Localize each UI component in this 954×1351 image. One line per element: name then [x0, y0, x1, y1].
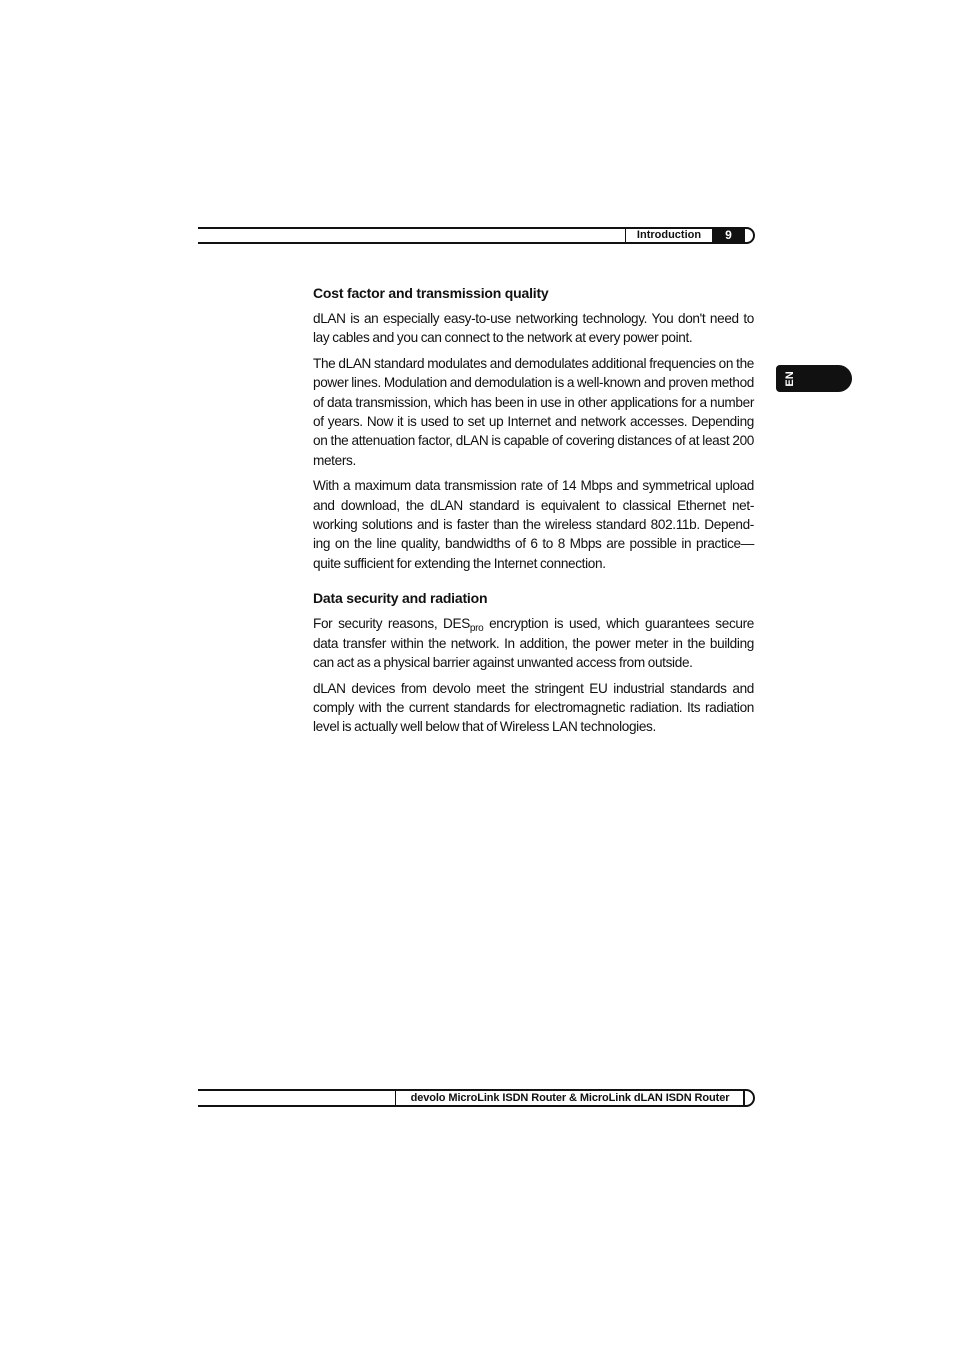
page-body: [313, 284, 754, 737]
paragraph: The dLAN standard modulates and demodulates additional frequencies on the power lines. Modulation and demodulation is a well-known and proven method of data transmission, which has been in use in other applications for a number of years. Now it is used to set up Internet and network accesses. Depending on the attenuation factor, dLAN is capable of covering distances of at least 200 meters.: [313, 355, 754, 468]
footer-product-title: devolo MicroLink ISDN Router & MicroLink dLAN ISDN Router: [410, 1092, 730, 1104]
subscript-pro: pro: [469, 623, 484, 635]
page-number: 9: [712, 227, 745, 244]
footer-tab-divider: [743, 1089, 745, 1107]
paragraph: dLAN is an especially easy-to-use networking technology. You don't need to lay cables and you can connect to the network at every power point.: [313, 311, 754, 346]
paragraph-text: encryption is used, which guarantees secure data transfer within the network. In addition, the power meter in the building can act as a physical barrier against unwanted access from outside.: [313, 616, 754, 671]
paragraph-text: For security reasons, DES: [313, 616, 470, 632]
header-section-title: Introduction: [636, 229, 702, 241]
language-tab-label: EN: [784, 371, 796, 387]
section-heading-cost-factor: Cost factor and transmission quality: [313, 285, 549, 301]
paragraph-des-encryption: [313, 614, 754, 672]
paragraph: With a maximum data transmission rate of 14 Mbps and symmetrical upload and download, the dLAN standard is equivalent to classical Ethernet net-working solutions and is faster than the wireless standard 802.11b. Depend-ing on the line quality, bandwidths of 6 to 8 Mbps are possible in practice—quite sufficient for extending the Internet connection.: [313, 478, 754, 571]
section-heading-data-security: Data security and radiation: [313, 590, 488, 607]
paragraph: dLAN devices from devolo meet the stringent EU industrial standards and comply with the current standards for electromagnetic radiation. Its radiation level is actually well below that of Wireless LAN technologies.: [313, 680, 754, 735]
